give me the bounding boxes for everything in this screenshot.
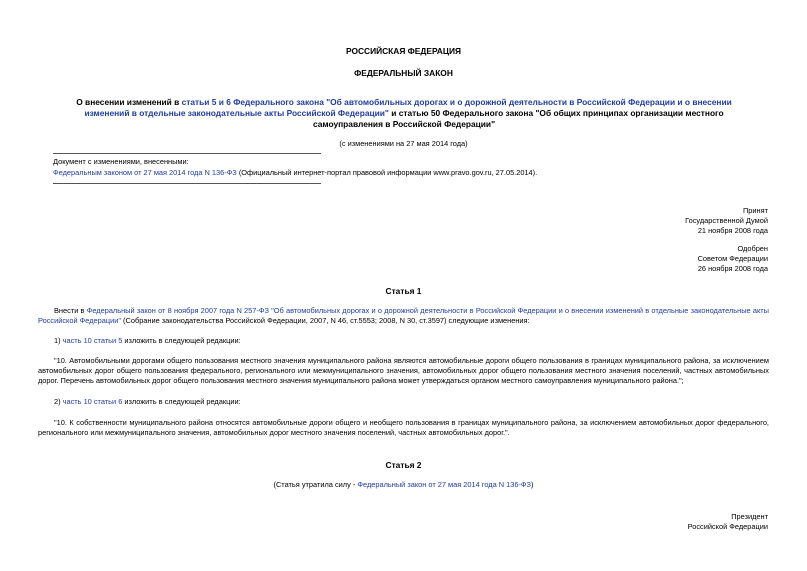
item-2-link[interactable]: часть 10 статьи 6 <box>62 397 123 406</box>
signature-line-1: Президент <box>731 512 768 521</box>
bottom-divider <box>53 183 321 184</box>
item-1-text: "10. Автомобильными дорогами общего пользования местного значения муниципального района являются автомобильные дороги общего пользования в границах муниципального района, за исключением автомобильных дорог общего пользования федерального, регионального или межмуниципального значения, автомобильных дорог общего пользования местного значения поселений, частных автомобильных дорог. Перечень автомобильных дорог общего пользования местного значения муниципального района может утверждаться органом местного самоуправления муниципального района."; <box>38 356 769 386</box>
title-link[interactable]: статьи 5 и 6 Федерального закона "Об автомобильных дорогах и о дорожной деятельности в Российской Федерации и о внесении изменений в отдельные законодательные акты Российской Федерации" <box>84 97 732 118</box>
approved-block <box>568 244 768 274</box>
adopted-line-2: Государственной Думой <box>685 216 768 225</box>
intro-suffix: (Собрание законодательства Российской Федерации, 2007, N 46, ст.5553; 2008, N 30, ст.3597) следующие изменения: <box>121 316 530 326</box>
title-prefix: О внесении изменений в <box>76 97 182 107</box>
intro-prefix: Внести в <box>54 306 87 315</box>
adopted-block <box>568 206 768 236</box>
amendments-line <box>53 168 613 178</box>
item-1 <box>38 336 769 346</box>
amendment-source: (Официальный интернет-портал правовой информации www.pravo.gov.ru, 27.05.2014). <box>236 168 538 177</box>
item-2-text: "10. К собственности муниципального района относятся автомобильные дороги общего и необщего пользования в границах муниципального района, за исключением автомобильных дорог федерального, регионального или межмуниципального значения, автомобильных дорог местного значения поселений, частных автомобильных дорог.". <box>38 418 769 438</box>
item-1-prefix: 1) <box>54 336 63 345</box>
article-2-note-link[interactable]: Федеральный закон от 27 мая 2014 года N 136-ФЗ <box>357 480 532 489</box>
article-2-note <box>0 480 807 490</box>
item-2-prefix: 2) <box>54 397 63 406</box>
edition-note: (с изменениями на 27 мая 2014 года) <box>339 139 468 148</box>
article-2-note-suffix: ) <box>531 480 534 489</box>
approved-line-3: 26 ноября 2008 года <box>697 264 768 273</box>
approved-line-1: Одобрен <box>737 244 768 253</box>
top-divider <box>53 153 321 154</box>
adopted-line-1: Принят <box>742 206 768 215</box>
title-suffix: и статью 50 Федерального закона "Об общих принципах организации местного самоуправления в Российской Федерации" <box>312 108 724 129</box>
article-2-note-prefix: (Статья утратила силу - <box>273 480 358 489</box>
signature-line-2: Российской Федерации <box>687 522 768 531</box>
intro-law-link[interactable]: Федеральный закон от 8 ноября 2007 года N 257-ФЗ "Об автомобильных дорогах и о дорожной деятельности в Российской Федерации и о внесении изменений в отдельные законодательные акты Российской Федерации" <box>38 306 769 326</box>
document-title <box>60 97 748 130</box>
amendments-label: Документ с изменениями, внесенными: <box>53 157 189 166</box>
article-2-heading: Статья 2 <box>385 460 422 470</box>
signature-block <box>568 512 768 532</box>
country-heading: РОССИЙСКАЯ ФЕДЕРАЦИЯ <box>345 46 462 56</box>
adopted-line-3: 21 ноября 2008 года <box>697 226 768 235</box>
item-2-suffix: изложить в следующей редакции: <box>122 397 241 406</box>
doc-type-heading: ФЕДЕРАЛЬНЫЙ ЗАКОН <box>354 68 453 78</box>
item-1-link[interactable]: часть 10 статьи 5 <box>62 336 123 345</box>
approved-line-2: Советом Федерации <box>697 254 768 263</box>
article-1-heading: Статья 1 <box>385 286 422 296</box>
article-1-intro <box>38 306 769 326</box>
item-2 <box>38 397 769 407</box>
item-1-suffix: изложить в следующей редакции: <box>122 336 241 345</box>
amendment-link[interactable]: Федеральным законом от 27 мая 2014 года N 136-ФЗ <box>53 168 237 177</box>
